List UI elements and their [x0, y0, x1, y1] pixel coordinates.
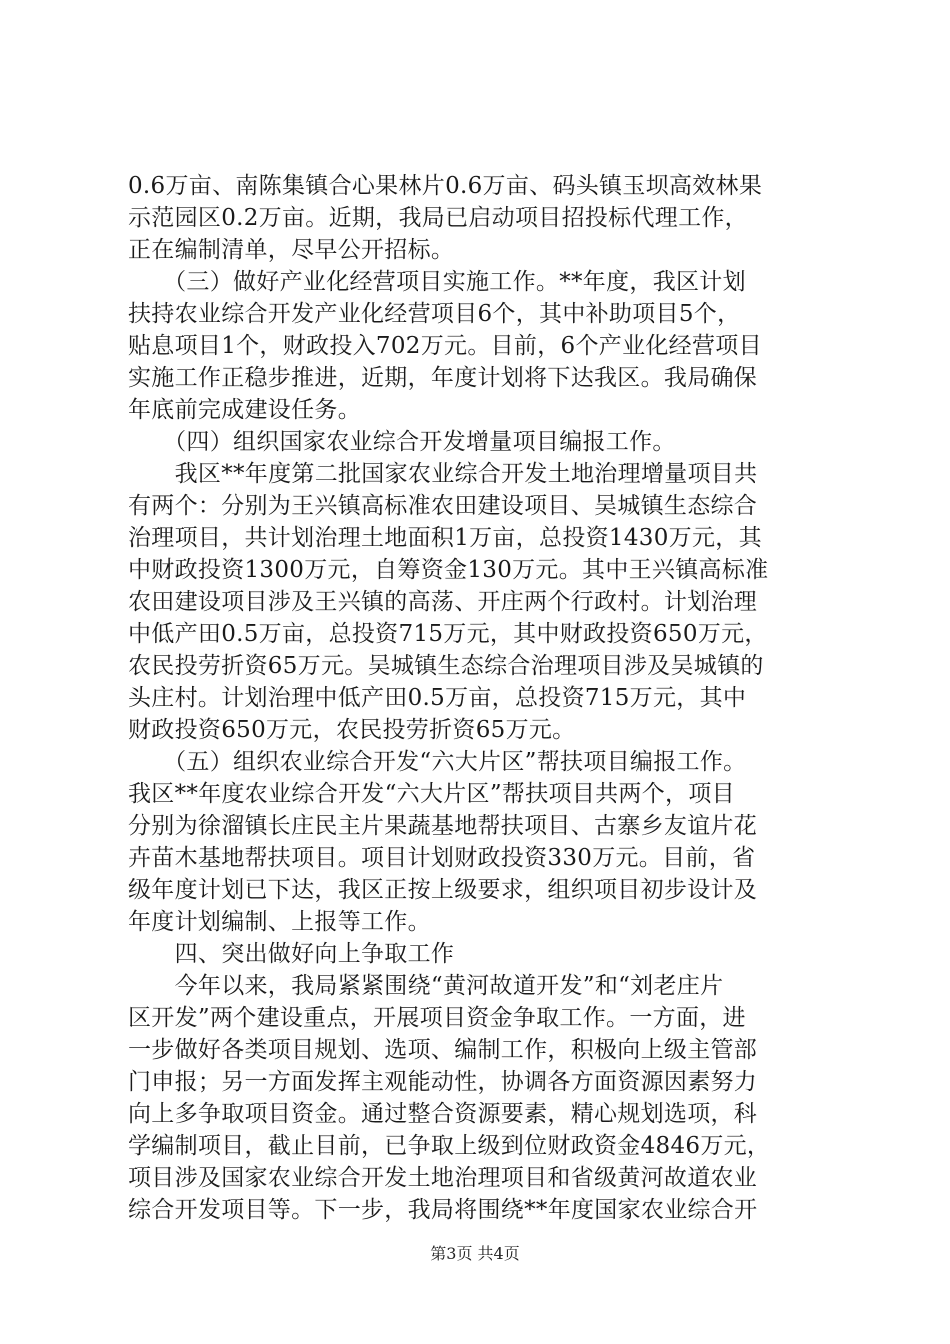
text-line: 正在编制清单，尽早公开招标。: [128, 237, 455, 263]
text-line: 分别为徐溜镇长庄民主片果蔬基地帮扶项目、古寨乡友谊片花: [128, 813, 758, 839]
text-line: 级年度计划已下达，我区正按上级要求，组织项目初步设计及: [128, 877, 758, 903]
text-line: 扶持农业综合开发产业化经营项目6个，其中补助项目5个，: [128, 301, 741, 327]
text-line: 四、突出做好向上争取工作: [128, 941, 455, 967]
text-line: 财政投资650万元，农民投劳折资65万元。: [128, 717, 576, 743]
text-line: 我区**年度第二批国家农业综合开发土地治理增量项目共: [128, 461, 758, 487]
text-line: 卉苗木基地帮扶项目。项目计划财政投资330万元。目前，省: [128, 845, 756, 871]
text-line: 农田建设项目涉及王兴镇的高荡、开庄两个行政村。计划治理: [128, 589, 758, 615]
text-line: （三）做好产业化经营项目实施工作。**年度，我区计划: [128, 269, 746, 295]
text-line: （四）组织国家农业综合开发增量项目编报工作。: [128, 429, 676, 455]
text-line: 治理项目，共计划治理土地面积1万亩，总投资1430万元，其: [128, 525, 762, 551]
text-line: 0.6万亩、南陈集镇合心果林片0.6万亩、码头镇玉坝高效林果: [128, 173, 763, 199]
text-line: 综合开发项目等。下一步，我局将围绕**年度国家农业综合开: [128, 1197, 758, 1223]
text-line: 学编制项目，截止目前，已争取上级到位财政资金4846万元，: [128, 1133, 771, 1159]
text-line: 农民投劳折资65万元。吴城镇生态综合治理项目涉及吴城镇的: [128, 653, 764, 679]
text-line: 有两个：分别为王兴镇高标准农田建设项目、吴城镇生态综合: [128, 493, 758, 519]
page-number-footer: 第3页 共4页: [430, 1244, 520, 1263]
text-line: 示范园区0.2万亩。近期，我局已启动项目招投标代理工作，: [128, 205, 748, 231]
text-line: 项目涉及国家农业综合开发土地治理项目和省级黄河故道农业: [128, 1165, 758, 1191]
text-line: 年底前完成建设任务。: [128, 397, 361, 423]
text-line: 中财政投资1300万元，自筹资金130万元。其中王兴镇高标准: [128, 557, 769, 583]
text-line: 一步做好各类项目规划、选项、编制工作，积极向上级主管部: [128, 1037, 758, 1063]
text-line: 头庄村。计划治理中低产田0.5万亩，总投资715万元，其中: [128, 685, 747, 711]
text-line: 区开发”两个建设重点，开展项目资金争取工作。一方面，进: [128, 1005, 746, 1031]
text-line: 贴息项目1个，财政投入702万元。目前，6个产业化经营项目: [128, 333, 762, 359]
text-line: 门申报；另一方面发挥主观能动性，协调各方面资源因素努力: [128, 1069, 758, 1095]
text-line: 年度计划编制、上报等工作。: [128, 909, 431, 935]
text-line: 实施工作正稳步推进，近期，年度计划将下达我区。我局确保: [128, 365, 758, 391]
text-line: 我区**年度农业综合开发“六大片区”帮扶项目共两个，项目: [128, 781, 735, 807]
text-line: 今年以来，我局紧紧围绕“黄河故道开发”和“刘老庄片: [128, 973, 724, 999]
document-body: [128, 170, 833, 1226]
text-line: 中低产田0.5万亩，总投资715万元，其中财政投资650万元，: [128, 621, 768, 647]
text-line: 向上多争取项目资金。通过整合资源要素，精心规划选项，科: [128, 1101, 758, 1127]
text-line: （五）组织农业综合开发“六大片区”帮扶项目编报工作。: [128, 749, 747, 775]
